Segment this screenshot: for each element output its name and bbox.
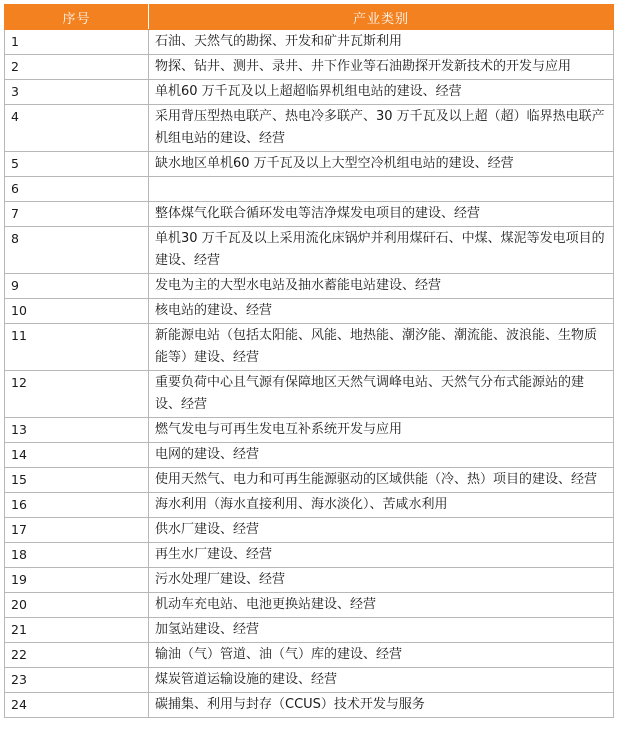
- row-industry-category: 碳捕集、利用与封存（CCUS）技术开发与服务: [149, 693, 614, 718]
- row-serial-number: 22: [5, 643, 149, 668]
- table-row: [5, 668, 614, 693]
- row-industry-category: 物探、钻井、测井、录井、井下作业等石油勘探开发新技术的开发与应用: [149, 55, 614, 80]
- row-serial-number: 15: [5, 468, 149, 493]
- row-serial-number: 2: [5, 55, 149, 80]
- row-serial-number: 7: [5, 202, 149, 227]
- row-industry-category: 发电为主的大型水电站及抽水蓄能电站建设、经营: [149, 274, 614, 299]
- row-serial-number: 18: [5, 543, 149, 568]
- row-industry-category: 加氢站建设、经营: [149, 618, 614, 643]
- row-serial-number: 23: [5, 668, 149, 693]
- row-industry-category: 石油、天然气的勘探、开发和矿井瓦斯利用: [149, 30, 614, 55]
- row-serial-number: 5: [5, 152, 149, 177]
- header-industry-category: 产业类别: [149, 5, 614, 30]
- row-industry-category: 电网的建设、经营: [149, 443, 614, 468]
- table-row: [5, 202, 614, 227]
- header-serial-number: 序号: [5, 5, 149, 30]
- table-row: [5, 30, 614, 55]
- table-row: [5, 152, 614, 177]
- row-serial-number: 1: [5, 30, 149, 55]
- table-row: [5, 693, 614, 718]
- table-row: [5, 443, 614, 468]
- table-row: [5, 299, 614, 324]
- table-row: [5, 543, 614, 568]
- row-serial-number: 19: [5, 568, 149, 593]
- row-industry-category: 新能源电站（包括太阳能、风能、地热能、潮汐能、潮流能、波浪能、生物质能等）建设、经营: [149, 324, 614, 371]
- row-serial-number: 21: [5, 618, 149, 643]
- row-industry-category: 海水利用（海水直接利用、海水淡化）、苦咸水利用: [149, 493, 614, 518]
- row-serial-number: 17: [5, 518, 149, 543]
- table-row: [5, 643, 614, 668]
- row-industry-category: 燃气发电与可再生发电互补系统开发与应用: [149, 418, 614, 443]
- table-row: [5, 55, 614, 80]
- row-serial-number: 3: [5, 80, 149, 105]
- row-serial-number: 8: [5, 227, 149, 274]
- table-row: [5, 80, 614, 105]
- row-serial-number: 4: [5, 105, 149, 152]
- row-industry-category: 整体煤气化联合循环发电等洁净煤发电项目的建设、经营: [149, 202, 614, 227]
- row-industry-category: 输油（气）管道、油（气）库的建设、经营: [149, 643, 614, 668]
- table-row: [5, 518, 614, 543]
- row-industry-category: 供水厂建设、经营: [149, 518, 614, 543]
- row-industry-category: 单机60 万千瓦及以上超超临界机组电站的建设、经营: [149, 80, 614, 105]
- row-serial-number: 16: [5, 493, 149, 518]
- row-serial-number: 6: [5, 177, 149, 202]
- table-row: [5, 568, 614, 593]
- table-row: [5, 105, 614, 152]
- table-body: [5, 30, 614, 718]
- row-industry-category: 单机30 万千瓦及以上采用流化床锅炉并利用煤矸石、中煤、煤泥等发电项目的建设、经营: [149, 227, 614, 274]
- table-row: [5, 418, 614, 443]
- row-serial-number: 11: [5, 324, 149, 371]
- row-serial-number: 20: [5, 593, 149, 618]
- table-row: [5, 618, 614, 643]
- industry-table-container: [4, 4, 613, 718]
- row-serial-number: 12: [5, 371, 149, 418]
- row-industry-category: 采用背压型热电联产、热电冷多联产、30 万千瓦及以上超（超）临界热电联产机组电站的建设、经营: [149, 105, 614, 152]
- row-industry-category: 重要负荷中心且气源有保障地区天然气调峰电站、天然气分布式能源站的建设、经营: [149, 371, 614, 418]
- table-row: [5, 468, 614, 493]
- row-industry-category: 再生水厂建设、经营: [149, 543, 614, 568]
- industry-table: [4, 4, 614, 718]
- table-row: [5, 227, 614, 274]
- table-row: [5, 324, 614, 371]
- row-industry-category: 机动车充电站、电池更换站建设、经营: [149, 593, 614, 618]
- table-row: [5, 177, 614, 202]
- row-industry-category: 核电站的建设、经营: [149, 299, 614, 324]
- row-serial-number: 14: [5, 443, 149, 468]
- row-industry-category: 缺水地区单机60 万千瓦及以上大型空冷机组电站的建设、经营: [149, 152, 614, 177]
- row-industry-category: 污水处理厂建设、经营: [149, 568, 614, 593]
- row-serial-number: 13: [5, 418, 149, 443]
- row-industry-category: [149, 177, 614, 202]
- row-industry-category: 煤炭管道运输设施的建设、经营: [149, 668, 614, 693]
- table-row: [5, 493, 614, 518]
- row-serial-number: 9: [5, 274, 149, 299]
- row-serial-number: 10: [5, 299, 149, 324]
- row-serial-number: 24: [5, 693, 149, 718]
- table-row: [5, 274, 614, 299]
- table-header-row: [5, 5, 614, 30]
- table-row: [5, 593, 614, 618]
- row-industry-category: 使用天然气、电力和可再生能源驱动的区域供能（冷、热）项目的建设、经营: [149, 468, 614, 493]
- table-row: [5, 371, 614, 418]
